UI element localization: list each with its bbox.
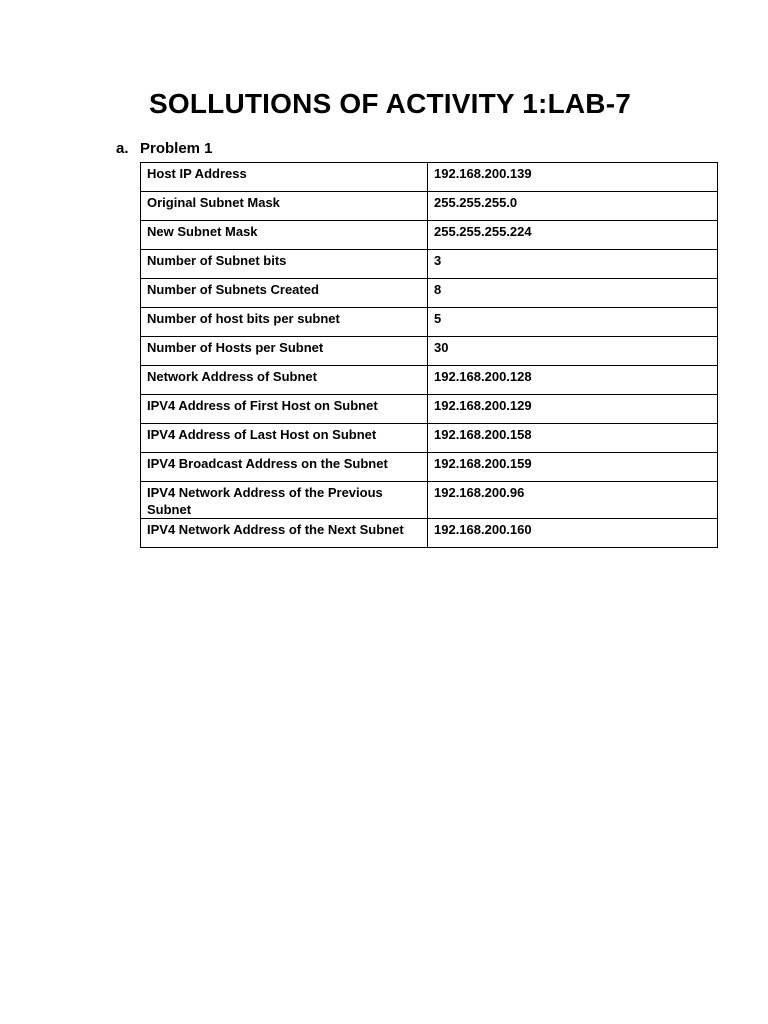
- table-row: [141, 163, 718, 192]
- row-value: 192.168.200.159: [428, 453, 718, 482]
- section-heading-text: Problem 1: [140, 140, 213, 157]
- row-label: New Subnet Mask: [141, 221, 428, 250]
- row-label: Number of Subnets Created: [141, 279, 428, 308]
- row-value: 192.168.200.139: [428, 163, 718, 192]
- table-row: [141, 192, 718, 221]
- row-value: 5: [428, 308, 718, 337]
- table-row: [141, 250, 718, 279]
- row-label: Number of host bits per subnet: [141, 308, 428, 337]
- row-value: 30: [428, 337, 718, 366]
- table-row: [141, 424, 718, 453]
- table-row: [141, 221, 718, 250]
- row-value: 192.168.200.96: [428, 482, 718, 519]
- table-row: [141, 366, 718, 395]
- table-row: [141, 482, 718, 519]
- row-value: 3: [428, 250, 718, 279]
- section-heading: [116, 140, 213, 157]
- page-title: SOLLUTIONS OF ACTIVITY 1:LAB-7: [149, 88, 632, 119]
- row-label: IPV4 Network Address of the Next Subnet: [141, 519, 428, 548]
- row-label: Host IP Address: [141, 163, 428, 192]
- row-value: 192.168.200.158: [428, 424, 718, 453]
- row-label: Number of Hosts per Subnet: [141, 337, 428, 366]
- row-label: IPV4 Address of First Host on Subnet: [141, 395, 428, 424]
- row-value: 8: [428, 279, 718, 308]
- table-row: [141, 453, 718, 482]
- row-value: 255.255.255.0: [428, 192, 718, 221]
- table-row: [141, 395, 718, 424]
- problem-1-table: [140, 162, 718, 548]
- table-row: [141, 279, 718, 308]
- section-marker: a.: [116, 140, 129, 157]
- row-label: Original Subnet Mask: [141, 192, 428, 221]
- row-value: 192.168.200.160: [428, 519, 718, 548]
- row-label: IPV4 Broadcast Address on the Subnet: [141, 453, 428, 482]
- row-value: 255.255.255.224: [428, 221, 718, 250]
- row-label: Network Address of Subnet: [141, 366, 428, 395]
- row-label: IPV4 Address of Last Host on Subnet: [141, 424, 428, 453]
- table-row: [141, 519, 718, 548]
- row-value: 192.168.200.129: [428, 395, 718, 424]
- row-label: Number of Subnet bits: [141, 250, 428, 279]
- table-row: [141, 308, 718, 337]
- table-row: [141, 337, 718, 366]
- row-label: IPV4 Network Address of the Previous Subnet: [141, 482, 428, 519]
- row-value: 192.168.200.128: [428, 366, 718, 395]
